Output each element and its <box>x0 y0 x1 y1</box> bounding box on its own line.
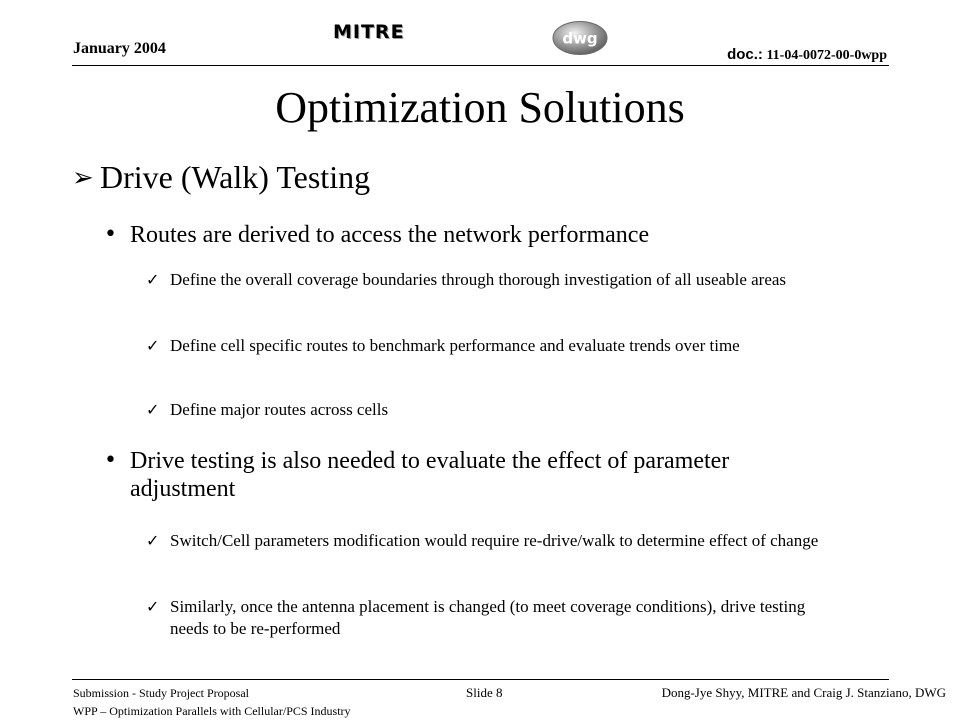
bullet-dot-icon: • <box>104 448 117 473</box>
slide-number: Slide 8 <box>466 685 503 700</box>
slide-title: Optimization Solutions <box>275 83 685 132</box>
doc-id: 11-04-0072-00-0wpp <box>766 48 887 63</box>
sub-bullet-item <box>146 596 846 640</box>
sub-bullet-item <box>146 335 916 357</box>
sub-bullet-text: Similarly, once the antenna placement is changed (to meet coverage conditions), drive testing needs to be re-performed <box>170 597 806 638</box>
sub-bullet-text: Switch/Cell parameters modification would require re-drive/walk to determine effect of change <box>170 531 819 550</box>
bullet-dot-icon: • <box>104 222 117 247</box>
dwg-logo-icon <box>551 20 609 56</box>
check-icon: ✓ <box>146 270 160 289</box>
header-divider <box>72 65 889 66</box>
footer-divider <box>72 679 889 680</box>
check-icon: ✓ <box>146 400 160 419</box>
header-date: January 2004 <box>73 40 166 57</box>
footer-line-2: WPP – Optimization Parallels with Cellular/PCS Industry <box>73 704 351 718</box>
mitre-logo: MITRE <box>333 21 405 43</box>
doc-reference <box>727 46 887 64</box>
sub-bullet-item <box>146 399 916 421</box>
section-heading <box>72 159 370 196</box>
doc-label: doc.: <box>727 46 763 63</box>
check-icon: ✓ <box>146 597 160 616</box>
bullet-text: Routes are derived to access the network performance <box>130 222 650 248</box>
bullet-item <box>104 447 824 503</box>
section-heading-text: Drive (Walk) Testing <box>100 159 371 195</box>
check-icon: ✓ <box>146 336 160 355</box>
check-icon: ✓ <box>146 531 160 550</box>
bullet-text: Drive testing is also needed to evaluate the effect of parameter adjustment <box>130 448 730 502</box>
dwg-logo-text: dwg <box>562 29 598 48</box>
sub-bullet-text: Define major routes across cells <box>170 400 389 419</box>
arrow-right-icon: ➢ <box>72 162 94 193</box>
sub-bullet-item <box>146 269 916 291</box>
sub-bullet-item <box>146 530 846 552</box>
footer-authors: Dong-Jye Shyy, MITRE and Craig J. Stanziano, DWG <box>661 685 946 700</box>
footer-submission <box>73 684 351 720</box>
sub-bullet-text: Define cell specific routes to benchmark performance and evaluate trends over time <box>170 336 740 355</box>
footer-line-1: Submission - Study Project Proposal <box>73 686 250 700</box>
bullet-item <box>104 221 904 249</box>
sub-bullet-text: Define the overall coverage boundaries through thorough investigation of all useable areas <box>170 270 787 289</box>
